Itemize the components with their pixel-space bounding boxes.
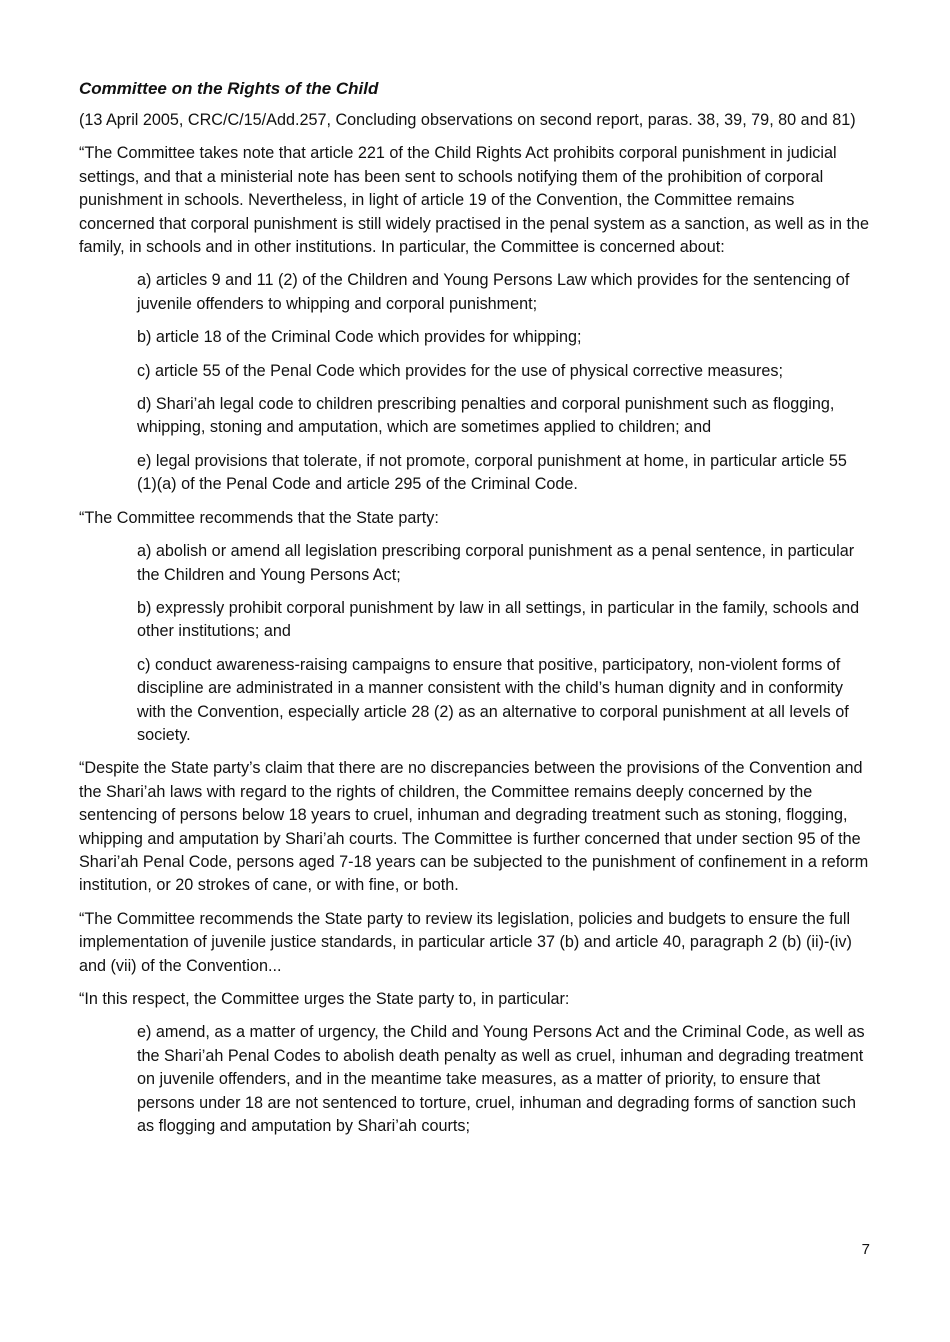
concern-item-a: a) articles 9 and 11 (2) of the Children and Young Persons Law which provides for the sentencing of juvenile offenders to whipping and corporal punishment; bbox=[137, 271, 850, 313]
citation: (13 April 2005, CRC/C/15/Add.257, Concluding observations on second report, paras. 38, 39, 79, 80 and 81) bbox=[79, 111, 856, 129]
concern-item-b: b) article 18 of the Criminal Code which provides for whipping; bbox=[137, 328, 582, 347]
urge-item-e: e) amend, as a matter of urgency, the Child and Young Persons Act and the Criminal Code, as well as the Shari’ah Penal Codes to abolish death penalty as well as cruel, inhuman and degrading treatment on juvenile offenders, and in the meantime take measures, as a matter of priority, to ensure that persons under 18 are not sentenced to torture, cruel, inhuman and degrading forms of sanction such as flogging and amputation by Shari’ah courts; bbox=[137, 1023, 865, 1136]
concern-item-c: c) article 55 of the Penal Code which provides for the use of physical corrective measures; bbox=[137, 361, 784, 380]
concern-item-e: e) legal provisions that tolerate, if not promote, corporal punishment at home, in particular article 55 (1)(a) of the Penal Code and article 295 of the Criminal Code. bbox=[137, 451, 847, 494]
page-number: 7 bbox=[861, 1241, 870, 1258]
paragraph-concerns-intro: “The Committee takes note that article 221 of the Child Rights Act prohibits corporal punishment in judicial settings, and that a ministerial note has been sent to schools notifying them of the prohibition of corporal punishment in schools. Nevertheless, in light of article 19 of the Convention, the Committee remains concerned that corporal punishment is still widely practised in the penal system as a sanction, as well as in the family, in schools and in other institutions. In particular, the Committee is concerned about: bbox=[79, 144, 869, 257]
paragraph-juvenile-justice: “The Committee recommends the State party to review its legislation, policies and budgets to ensure the full implementation of juvenile justice standards, in particular article 37 (b) and article 40, paragraph 2 (b) (ii)-(iv) and (vii) of the Convention... bbox=[79, 909, 852, 975]
concern-item-d: d) Shari’ah legal code to children prescribing penalties and corporal punishment such as flogging, whipping, stoning and amputation, which are sometimes applied to children; and bbox=[137, 395, 835, 437]
recommendation-item-a: a) abolish or amend all legislation prescribing corporal punishment as a penal sentence, in particular the Children and Young Persons Act; bbox=[137, 542, 855, 584]
paragraph-shariah-concern: “Despite the State party’s claim that there are no discrepancies between the provisions of the Convention and the Shari’ah laws with regard to the rights of children, the Committee remains deeply concerned by the sentencing of persons below 18 years to cruel, inhuman and degrading treatment such as stoning, flogging, whipping and amputation by Shari’ah courts. The Committee is further concerned that under section 95 of the Shari’ah Penal Code, persons aged 7-18 years can be subjected to the punishment of confinement in a reform institution, or 20 strokes of cane, or with fine, or both. bbox=[79, 759, 869, 895]
recommendation-item-c: c) conduct awareness-raising campaigns to ensure that positive, participatory, non-violent forms of discipline are administrated in a manner consistent with the child’s human dignity and in conformity with the Convention, especially article 28 (2) as an alternative to corporal punishment at all levels of society. bbox=[137, 655, 849, 744]
recommendation-item-b: b) expressly prohibit corporal punishment by law in all settings, in particular in the family, schools and other institutions; and bbox=[137, 598, 860, 641]
document-page bbox=[79, 78, 871, 1148]
paragraph-urges-intro: “In this respect, the Committee urges the State party to, in particular: bbox=[79, 990, 570, 1008]
section-heading: Committee on the Rights of the Child bbox=[79, 79, 379, 98]
paragraph-recommends-intro: “The Committee recommends that the State party: bbox=[79, 508, 439, 527]
